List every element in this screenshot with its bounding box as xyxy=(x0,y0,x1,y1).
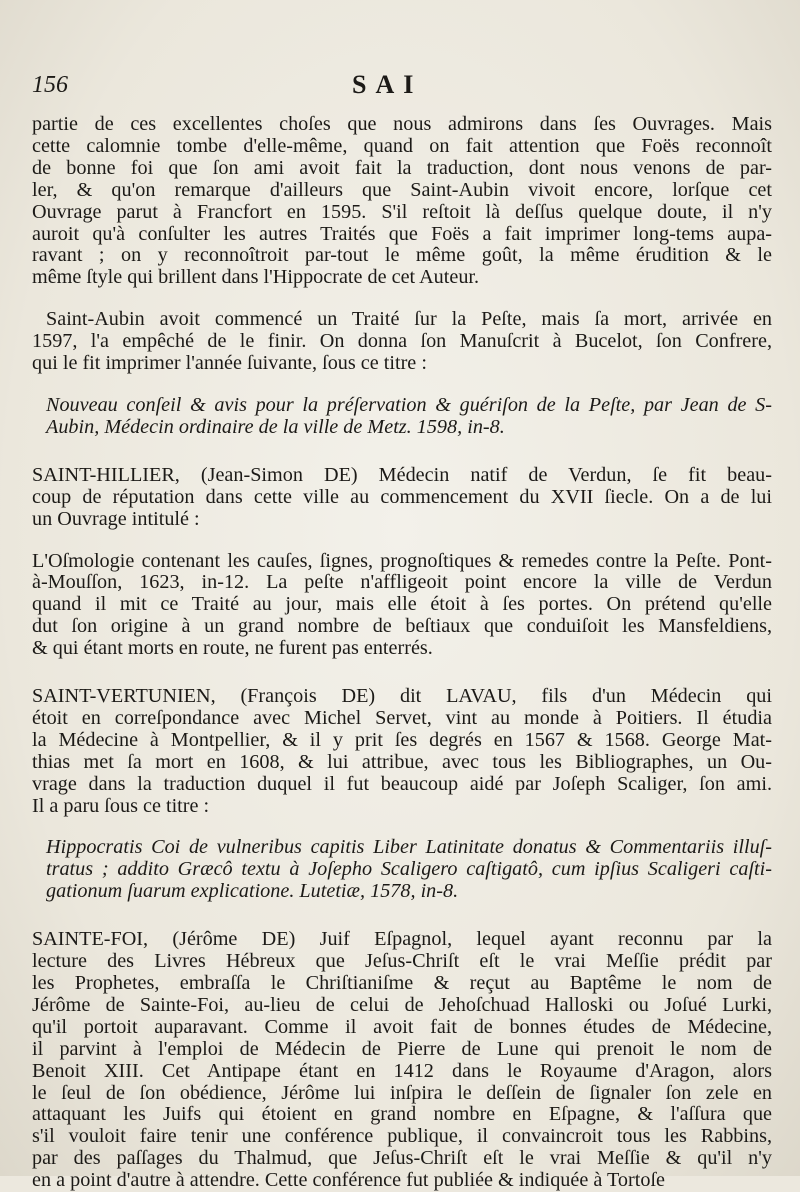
text-line: 1597, l'a empêché de le finir. On donna ſon Manuſcrit à Bucelot, ſon Confrere, xyxy=(32,330,772,353)
text-line: vrage dans la traduction duquel il fut beaucoup aidé par Joſeph Scaliger, ſon ami. xyxy=(32,772,772,795)
text-line: il parvint à l'emploi de Médecin de Pierre de Lune qui prenoit le nom de xyxy=(32,1037,772,1060)
block-spacer xyxy=(32,660,772,686)
text-line: en a point d'autre à attendre. Cette conférence fut publiée & indiquée à Tortoſe xyxy=(32,1169,666,1192)
text-line: de bonne foi que ſon ami avoit fait la traduction, dont nous venons de par- xyxy=(32,156,772,179)
text-line: Saint-Aubin avoit commencé un Traité ſur la Peſte, mais ſa mort, arrivée en xyxy=(46,308,772,331)
text-line: Aubin, Médecin ordinaire de la ville de Metz. 1598, in-8. xyxy=(46,415,505,438)
text-line: dut ſon origine à un grand nombre de beſtiaux que conduiſoit les Mansfeldiens, xyxy=(32,615,772,638)
text-line: tratus ; addito Græcô textu à Joſepho Scaligero caſtigatô, cum ipſius Scaligeri caſti- xyxy=(46,858,772,881)
text-line: partie de ces excellentes choſes que nous admirons dans ſes Ouvrages. Mais xyxy=(32,113,772,135)
text-line: SAINT-HILLIER, (Jean-Simon DE) Médecin natif de Verdun, ſe fit beau- xyxy=(32,463,772,486)
paragraph xyxy=(32,465,772,531)
text-line: s'il vouloit faire tenir une conférence publique, il convaincroit tous les Rabbins, xyxy=(32,1125,772,1148)
citation-block xyxy=(32,837,772,903)
text-line: même ſtyle qui brillent dans l'Hippocrate de cet Auteur. xyxy=(32,266,480,289)
text-line: auroit qu'à conſulter les autres Traités que Foës a fait imprimer long-tems aupa- xyxy=(32,222,772,245)
block-spacer xyxy=(32,375,772,395)
text-line: à-Mouſſon, 1623, in-12. La peſte n'affligeoit point encore la ville de Verdun xyxy=(32,571,772,594)
text-line: Hippocratis Coi de vulneribus capitis Liber Latinitate donatus & Commentariis illuſ- xyxy=(46,836,772,859)
text-line: coup de réputation dans cette ville au commencement du XVII ſiecle. On a de lui xyxy=(32,485,772,508)
block-spacer xyxy=(32,817,772,837)
paragraph xyxy=(32,686,772,817)
text-line: qui le fit imprimer l'année ſuivante, ſous ce titre : xyxy=(32,352,427,375)
text-line: thias met ſa mort en 1608, & lui attribue, avec tous les Bibliographes, un Ou- xyxy=(32,750,772,773)
text-line: lecture des Livres Hébreux que Jeſus-Chriſt eſt le vrai Meſſie prédit par xyxy=(32,950,772,973)
text-line: & qui étant morts en route, ne furent pas enterrés. xyxy=(32,637,433,660)
paragraph xyxy=(32,114,772,289)
text-line: SAINT-VERTUNIEN, (François DE) dit LAVAU, fils d'un Médecin qui xyxy=(32,685,772,708)
text-line: par des paſſages du Thalmud, que Jeſus-Chriſt eſt le vrai Meſſie & qu'il n'y xyxy=(32,1147,772,1170)
text-line: un Ouvrage intitulé : xyxy=(32,507,200,530)
text-line: quand il mit ce Traité au jour, mais elle étoit à ſes portes. On prétend qu'elle xyxy=(32,593,772,616)
text-line: SAINTE-FOI, (Jérôme DE) Juif Eſpagnol, lequel ayant reconnu par la xyxy=(32,928,772,951)
block-spacer xyxy=(32,903,772,929)
text-line: le ſeul de ſon obédience, Jérôme lui inſpira le deſſein de ſignaler ſon zele en xyxy=(32,1081,772,1104)
paragraph xyxy=(32,929,772,1192)
text-line: la Médecine à Montpellier, & il y prit ſes degrés en 1567 & 1568. George Mat- xyxy=(32,728,772,751)
text-line: les Prophetes, embraſſa le Chriſtianiſme & reçut au Baptême le nom de xyxy=(32,972,772,994)
text-line: L'Oſmologie contenant les cauſes, ſignes, prognoſtiques & remedes contre la Peſte. Pont- xyxy=(32,549,772,572)
text-line: attaquant les Juifs qui étoient en grand nombre en Eſpagne, & l'aſſura que xyxy=(32,1103,772,1126)
page-number: 156 xyxy=(32,72,68,98)
text-line: étoit en correſpondance avec Michel Servet, vint au monde à Poitiers. Il étudia xyxy=(32,706,772,729)
text-line: Nouveau conſeil & avis pour la préſervation & guériſon de la Peſte, par Jean de S- xyxy=(46,393,772,416)
block-spacer xyxy=(32,531,772,551)
paragraph xyxy=(32,309,772,375)
running-head: SAI xyxy=(352,70,423,99)
text-line: Benoit XIII. Cet Antipape étant en 1412 dans le Royaume d'Aragon, alors xyxy=(32,1059,772,1082)
block-spacer xyxy=(32,439,772,465)
block-spacer xyxy=(32,289,772,309)
text-line: ler, & qu'on remarque d'ailleurs que Saint-Aubin vivoit encore, lorſque cet xyxy=(32,178,772,201)
paragraph xyxy=(32,551,772,661)
text-line: Il a paru ſous ce titre : xyxy=(32,794,210,817)
text-line: gationum ſuarum explicatione. Lutetiæ, 1578, in-8. xyxy=(46,880,459,903)
text-line: Jérôme de Sainte-Foi, au-lieu de celui de Jehoſchuad Halloski ou Joſué Lurki, xyxy=(32,993,772,1016)
text-line: cette calomnie tombe d'elle-même, quand on fait attention que Foës reconnoît xyxy=(32,134,772,157)
citation-block xyxy=(32,395,772,439)
page-header xyxy=(0,66,800,106)
page-body xyxy=(32,114,772,1192)
text-line: qu'il portoit auparavant. Comme il avoit fait de bonnes études de Médecine, xyxy=(32,1015,772,1038)
text-line: Ouvrage parut à Francfort en 1595. S'il reſtoit là deſſus quelque doute, il n'y xyxy=(32,200,772,223)
text-line: ravant ; on y reconnoîtroit par-tout le même goût, la même érudition & le xyxy=(32,244,772,267)
